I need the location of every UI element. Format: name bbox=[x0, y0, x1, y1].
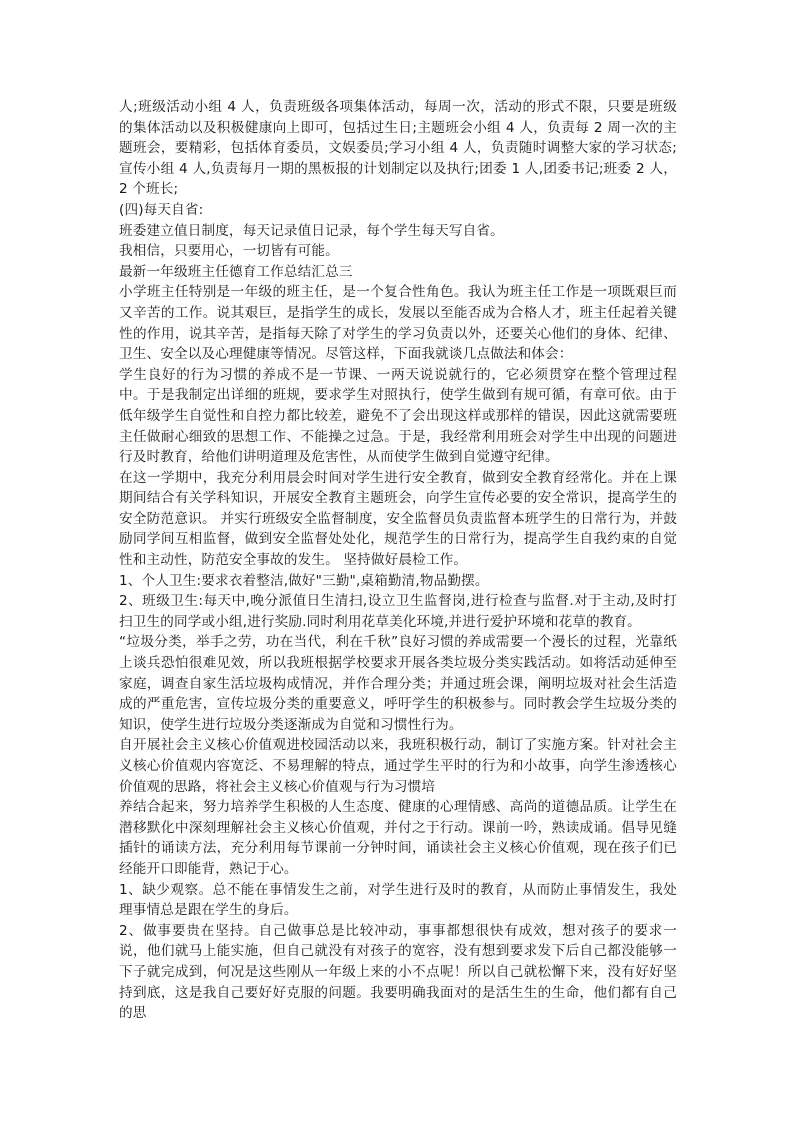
paragraph-heading-daily-reflection: (四)每天自省: bbox=[119, 201, 204, 218]
paragraph-behavior-habits: 学生良好的行为习惯的养成不是一节课、一两天说说就行的，它必须贯穿在整个管理过程中。于是我制定出详细的班规，要求学生对照执行，使学生做到有规可循，有章可依。由于低年级学生自觉性和自控力都比较差，避免不了会出现这样或那样的错误，因此这就需要班主任做耐心细致的思想工作、不能操之过急。于是，我经常利用班会对学生中出现的问题进行及时教育，给他们讲明道理及危害性，从而使学生做到自觉遵守纪律。 bbox=[119, 366, 677, 466]
document-body bbox=[119, 97, 677, 1024]
paragraph-class-groups: 人;班级活动小组 4 人，负责班级各项集体活动，每周一次，活动的形式不限，只要是班级的集体活动以及积极健康向上即可，包括过生日;主题班会小组 4 人，负责每 2 周一次的主题班会，要精彩，包括体育委员，文娱委员;学习小组 4 人，负责随时调整大家的学习状态;宣传小组 4 人,负责每月一期的黑板报的计划制定以及执行;团委 1 人,团委书记;班委 2 人，2 个班长; bbox=[119, 99, 677, 198]
paragraph-core-values-continued: 养结合起来，努力培养学生积极的人生态度、健康的心理情感、高尚的道德品质。让学生在潜移默化中深刻理解社会主义核心价值观，并付之于行动。课前一吟，熟读成诵。倡导见缝插针的诵读方法，充分利用每节课前一分钟时间，诵读社会主义核心价值观，现在孩子们已经能开口即能背，熟记于心。 bbox=[119, 799, 677, 877]
paragraph-belief: 我相信，只要用心，一切皆有可能。 bbox=[119, 243, 339, 260]
paragraph-core-values: 自开展社会主义核心价值观进校园活动以来，我班积极行动，制订了实施方案。针对社会主义核心价值观内容宽泛、不易理解的特点，通过学生平时的行为和小故事，向学生渗透核心价值观的思路，将社会主义核心价值观与行为习惯培 bbox=[119, 737, 677, 795]
paragraph-duty-system: 班委建立值日制度，每天记录值日记录，每个学生每天写自省。 bbox=[119, 222, 504, 239]
paragraph-class-hygiene: 2、班级卫生:每天中,晚分派值日生清扫,设立卫生监督岗,进行检查与监督.对于主动,及时打扫卫生的同学或小组,进行奖励.同时利用花草美化环境,并进行爱护环境和花草的教育。 bbox=[119, 593, 677, 630]
paragraph-safety-education: 在这一学期中，我充分利用晨会时间对学生进行安全教育，做到安全教育经常化。并在上课期间结合有关学科知识，开展安全教育主题班会，向学生宣传必要的安全常识，提高学生的安全防范意识。 并实行班级安全监督制度，安全监督员负责监督本班学生的日常行为，并鼓励同学间互相监督，做到安全监督处处化，规范学生的日常行为，提高学生自我约束的自觉性和主动性，防范安全事故的发生。 坚持做好晨检工作。 bbox=[119, 469, 677, 569]
paragraph-lack-observation: 1、缺少观察。总不能在事情发生之前，对学生进行及时的教育，从而防止事情发生，我处理事情总是跟在学生的身后。 bbox=[119, 881, 677, 919]
paragraph-personal-hygiene: 1、个人卫生:要求衣着整洁,做好"三勤",桌箱勤清,物品勤摆。 bbox=[119, 572, 489, 589]
paragraph-persistence: 2、做事要贵在坚持。自己做事总是比较冲动，事事都想很快有成效，想对孩子的要求一说，他们就马上能实施，但自己就没有对孩子的宽容，没有想到要求发下后自己都没能够一下子就完成到，何况是这些刚从一年级上来的小不点呢！所以自己就松懈下来，没有好好坚持到底，这是我自己要好好克服的问题。我要明确我面对的是活生生的生命，他们都有自己的思 bbox=[119, 922, 677, 1022]
paragraph-garbage-sorting: “垃圾分类，举手之劳，功在当代，利在千秋”良好习惯的养成需要一个漫长的过程，光靠纸上谈兵恐怕很难见效，所以我班根据学校要求开展各类垃圾分类实践活动。如将活动延伸至家庭，调查自家生活垃圾构成情况，并作合理分类；并通过班会课，阐明垃圾对社会生活造成的严重危害，宣传垃圾分类的重要意义，呼吁学生的积极参与。同时教会学生垃圾分类的知识，使学生进行垃圾分类逐渐成为自觉和习惯性行为。 bbox=[119, 634, 677, 733]
paragraph-intro: 小学班主任特别是一年级的班主任，是一个复合性角色。我认为班主任工作是一项既艰巨而又辛苦的工作。说其艰巨，是指学生的成长，发展以至能否成为合格人才，班主任起着关键性的作用，说其辛苦，是指每天除了对学生的学习负责以外，还要关心他们的身体、纪律、卫生、安全以及心理健康等情况。尽管这样，下面我就谈几点做法和体会： bbox=[119, 284, 677, 363]
paragraph-section-title: 最新一年级班主任德育工作总结汇总三 bbox=[119, 263, 353, 280]
